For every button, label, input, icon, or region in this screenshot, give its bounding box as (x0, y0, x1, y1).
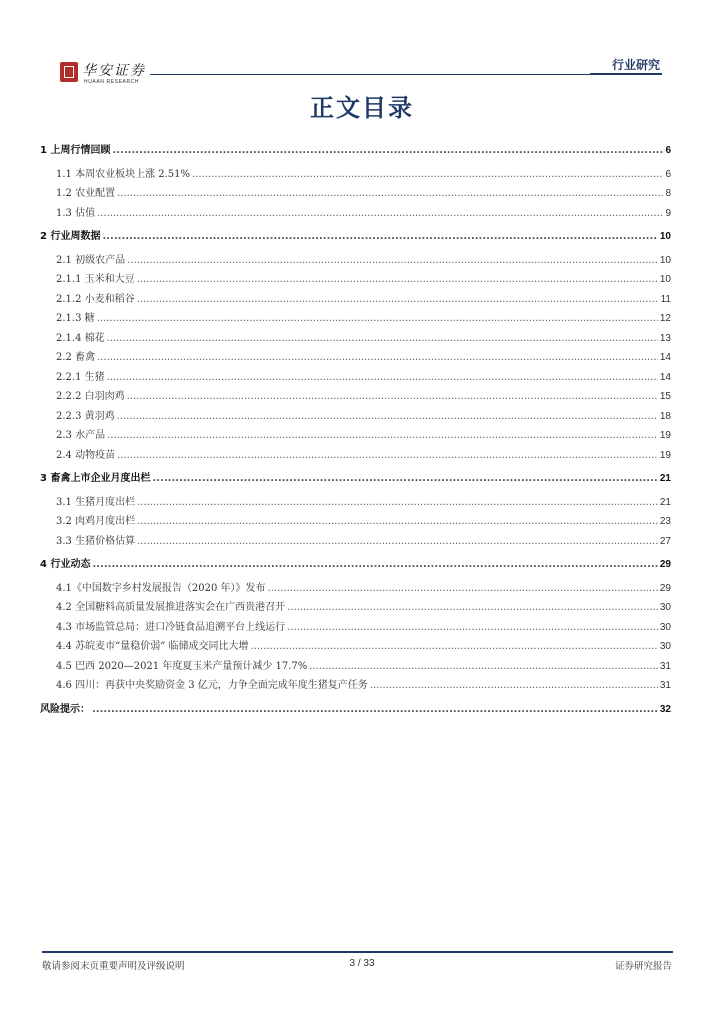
toc-entry-page-number: 31 (659, 680, 671, 691)
toc-chapter-entry[interactable] (40, 141, 671, 161)
toc-section-entry[interactable] (40, 329, 671, 349)
toc-dot-leader (137, 274, 658, 285)
toc-entry-label: 2.1.3 糖 (56, 313, 95, 324)
toc-dot-leader (137, 294, 659, 305)
toc-entry-page-number: 32 (659, 703, 671, 715)
company-logo-icon (60, 62, 78, 82)
header-divider (150, 74, 662, 75)
toc-entry-page-number: 19 (659, 449, 671, 461)
toc-entry-label: 4.5 巴西 2020—2021 年度夏玉米产量预计减少 17.7% (56, 660, 308, 672)
toc-dot-leader (97, 313, 658, 324)
toc-entry-page-number: 23 (659, 516, 671, 527)
toc-entry-page-number: 18 (659, 410, 671, 422)
toc-section-entry[interactable] (40, 426, 671, 446)
toc-section-entry[interactable] (40, 387, 671, 407)
toc-entry-page-number: 8 (665, 188, 671, 199)
toc-entry-page-number: 27 (659, 535, 671, 547)
table-of-contents (40, 137, 671, 723)
toc-section-entry[interactable] (40, 184, 671, 204)
toc-entry-label: 1.3 估值 (56, 207, 96, 219)
toc-entry-page-number: 10 (659, 254, 671, 266)
toc-entry-label: 2.4 动物疫苗 (56, 449, 116, 461)
toc-entry-label: 2.2.3 黄羽鸡 (56, 410, 115, 422)
toc-entry-label: 2.1.1 玉米和大豆 (56, 274, 135, 285)
toc-section-entry[interactable] (40, 598, 671, 618)
toc-entry-label: 2.1 初级农产品 (56, 254, 126, 266)
toc-dot-leader (127, 391, 658, 402)
toc-section-entry[interactable] (40, 290, 671, 310)
toc-entry-label: 4.1《中国数字乡村发展报告（2020 年）》发布 (56, 582, 266, 594)
toc-entry-page-number: 11 (660, 293, 671, 305)
toc-dot-leader (309, 661, 658, 672)
toc-entry-page-number: 13 (659, 332, 671, 344)
toc-dot-leader (251, 641, 658, 652)
toc-entry-page-number: 14 (659, 352, 671, 363)
toc-entry-label: 3.3 生猪价格估算 (56, 535, 136, 547)
toc-dot-leader (102, 231, 657, 242)
toc-entry-label: 4 行业动态 (40, 559, 91, 570)
toc-entry-label: 3.1 生猪月度出栏 (56, 496, 136, 508)
page-number: 3 / 33 (349, 958, 375, 969)
toc-dot-leader (192, 169, 663, 180)
toc-section-entry[interactable] (40, 532, 671, 552)
footer-doc-type: 证券研究报告 (614, 961, 672, 972)
toc-entry-label: 2.2.1 生猪 (56, 371, 105, 383)
page-header (0, 0, 724, 92)
toc-entry-label: 3.2 肉鸡月度出栏 (56, 516, 136, 527)
toc-entry-label: 1.1 本周农业板块上涨 2.51% (56, 168, 191, 180)
toc-dot-leader (287, 622, 658, 633)
toc-section-entry[interactable] (40, 579, 671, 599)
toc-dot-leader (97, 208, 663, 219)
toc-entry-page-number: 6 (665, 168, 671, 180)
report-section-label: 行业研究 (611, 58, 660, 72)
toc-entry-page-number: 10 (659, 231, 671, 242)
toc-dot-leader (127, 255, 658, 266)
toc-entry-label: 2.2.2 白羽肉鸡 (56, 391, 125, 402)
toc-entry-page-number: 30 (659, 602, 671, 613)
toc-dot-leader (137, 497, 658, 508)
company-logo-text: 华安证券 (82, 63, 146, 79)
toc-entry-label: 4.3 市场监管总局：进口冷链食品追溯平台上线运行 (56, 621, 286, 633)
toc-entry-page-number: 19 (659, 430, 671, 441)
toc-dot-leader (117, 411, 658, 422)
toc-entry-page-number: 21 (659, 473, 671, 484)
toc-chapter-entry[interactable] (40, 469, 671, 489)
toc-entry-label: 4.6 四川：再获中央奖励资金 3 亿元，力争全面完成年度生猪复产任务 (56, 680, 368, 691)
toc-entry-label: 1.2 农业配置 (56, 188, 116, 199)
toc-entry-label: 3 畜禽上市企业月度出栏 (40, 473, 151, 484)
toc-section-entry[interactable] (40, 512, 671, 532)
toc-section-entry[interactable] (40, 446, 671, 466)
toc-section-entry[interactable] (40, 493, 671, 513)
toc-entry-page-number: 30 (659, 621, 671, 633)
toc-section-entry[interactable] (40, 407, 671, 427)
toc-chapter-entry[interactable] (40, 555, 671, 575)
toc-entry-page-number: 6 (665, 145, 671, 156)
toc-dot-leader (97, 352, 658, 363)
toc-entry-label: 2.3 水产品 (56, 430, 106, 441)
toc-entry-label: 1 上周行情回顾 (40, 145, 111, 156)
toc-entry-page-number: 29 (659, 582, 671, 594)
toc-entry-label: 2.2 畜禽 (56, 352, 96, 363)
toc-entry-page-number: 29 (659, 559, 671, 570)
footer-divider (42, 951, 673, 953)
toc-section-entry[interactable] (40, 309, 671, 329)
toc-dot-leader (107, 372, 658, 383)
toc-dot-leader (117, 450, 658, 461)
toc-section-entry[interactable] (40, 368, 671, 388)
toc-section-entry[interactable] (40, 637, 671, 657)
toc-entry-page-number: 21 (659, 496, 671, 508)
toc-section-entry[interactable] (40, 270, 671, 290)
toc-section-entry[interactable] (40, 165, 671, 185)
toc-entry-page-number: 30 (659, 641, 671, 652)
toc-dot-leader (92, 559, 657, 570)
toc-entry-page-number: 15 (659, 391, 671, 402)
toc-entry-label: 4.2 全国糖料高质量发展推进落实会在广西贵港召开 (56, 602, 286, 613)
toc-entry-label: 2 行业周数据 (40, 231, 101, 242)
toc-dot-leader (137, 516, 658, 527)
toc-entry-page-number: 31 (659, 660, 671, 672)
toc-entry-label: 2.1.4 棉花 (56, 332, 105, 344)
footer-disclaimer: 敬请参阅末页重要声明及评级说明 (42, 961, 185, 972)
toc-dot-leader (112, 145, 663, 156)
toc-chapter-entry[interactable] (40, 700, 671, 720)
toc-section-entry[interactable] (40, 204, 671, 224)
toc-dot-leader (268, 583, 658, 594)
toc-section-entry[interactable] (40, 657, 671, 677)
header-accent-divider (590, 73, 662, 75)
toc-entry-page-number: 9 (665, 207, 671, 219)
toc-entry-label: 2.1.2 小麦和稻谷 (56, 293, 135, 305)
page-title: 正文目录 (310, 94, 414, 122)
toc-dot-leader (287, 602, 658, 613)
toc-section-entry[interactable] (40, 251, 671, 271)
toc-dot-leader (107, 430, 658, 441)
toc-section-entry[interactable] (40, 618, 671, 638)
toc-entry-page-number: 10 (659, 274, 671, 285)
company-logo-subtitle: HUAAN RESEARCH (84, 79, 140, 85)
toc-dot-leader (117, 188, 663, 199)
toc-dot-leader (370, 680, 658, 691)
toc-section-entry[interactable] (40, 348, 671, 368)
toc-entry-page-number: 14 (659, 371, 671, 383)
toc-section-entry[interactable] (40, 676, 671, 696)
toc-dot-leader (92, 704, 658, 715)
toc-entry-page-number: 12 (659, 313, 671, 324)
toc-dot-leader (152, 473, 657, 484)
toc-dot-leader (107, 333, 658, 344)
toc-entry-label: 风险提示： (40, 703, 90, 715)
toc-dot-leader (137, 536, 658, 547)
toc-chapter-entry[interactable] (40, 227, 671, 247)
toc-entry-label: 4.4 苏皖麦市“量稳价弱” 临储成交同比大增 (56, 641, 249, 652)
